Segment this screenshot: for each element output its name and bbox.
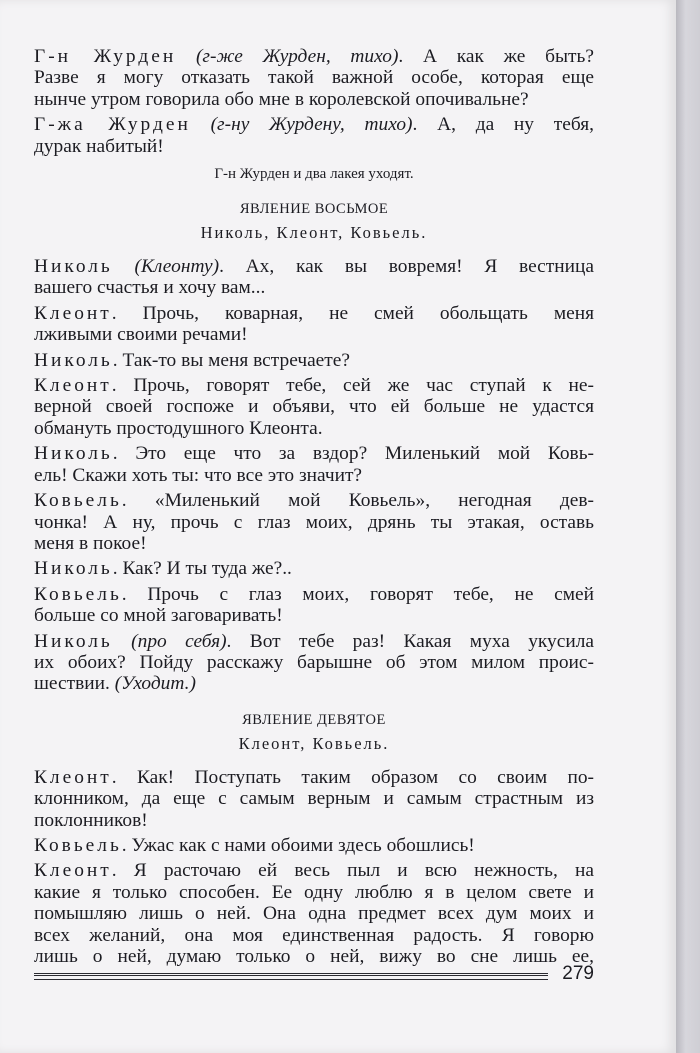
speaker-name: Николь	[34, 558, 113, 580]
line-text: больше со мной заговаривать!	[34, 605, 283, 627]
line-text: чонка! А ну, прочь с глаз моих, дрянь ты этакая, оставь	[34, 511, 594, 533]
line-text: . «Миленький мой Ковьель», негодная дев-	[121, 490, 594, 512]
line-text: шествии.	[34, 673, 115, 695]
text-line	[34, 835, 594, 856]
text-line	[34, 925, 594, 946]
scene-heading: ЯВЛЕНИЕ ВОСЬМОЕ	[239, 201, 389, 218]
page-number: 279	[562, 963, 594, 984]
speaker-name: Г-н Журден	[34, 46, 177, 67]
dialogue-paragraph	[34, 767, 594, 831]
text-line	[34, 558, 594, 579]
speaker-name: Клеонт	[34, 302, 112, 324]
line-text: . Как? И ты туда же?..	[112, 558, 292, 580]
stage-note: (г-же Журден, тихо)	[195, 46, 399, 67]
line-text: клонником, да еще с самым верным и самым страстным из	[34, 788, 594, 810]
dialogue-paragraph	[34, 46, 594, 110]
line-text: ель! Скажи хоть ты: что все это значит?	[34, 464, 363, 486]
line-text: лживыми своими речами!	[34, 324, 248, 346]
line-text: . Прочь, коварная, не смей обольщать меня	[111, 302, 594, 324]
line-text: . Прочь, говорят тебе, сей же час ступай к не-	[111, 375, 594, 397]
text-line	[34, 903, 594, 924]
line-text: какие я только способен. Ее одну люблю я в целом свете и	[34, 881, 594, 903]
dialogue-paragraph	[34, 490, 594, 554]
line-text	[176, 46, 196, 67]
text-line	[34, 277, 594, 298]
text-line	[34, 114, 594, 135]
line-text: . Так-то вы меня встречаете?	[112, 349, 350, 371]
line-text: верной своей госпоже и объяви, что ей больше не удастся	[34, 396, 594, 418]
page-text	[34, 46, 594, 971]
dialogue-paragraph	[34, 860, 594, 967]
text-line	[34, 350, 594, 371]
text-line	[34, 605, 594, 626]
text-line	[34, 256, 594, 277]
line-text: . Как! Поступать таким образом со своим по-	[111, 766, 594, 788]
speaker-name: Николь	[34, 349, 113, 371]
speaker-name: Николь	[34, 443, 113, 465]
page-edge	[676, 0, 700, 1053]
speaker-name: Николь	[34, 630, 113, 652]
text-line	[34, 303, 594, 324]
scene-characters: Клеонт, Ковьель.	[238, 733, 390, 753]
text-line	[34, 652, 594, 673]
footer-rule	[34, 973, 548, 980]
text-line	[34, 533, 594, 554]
text-line	[34, 324, 594, 345]
text-line	[34, 631, 594, 652]
speaker-name: Ковьель	[34, 490, 122, 512]
scene-characters: Николь, Клеонт, Ковьель.	[200, 223, 428, 243]
speaker-name: Клеонт	[34, 375, 112, 397]
text-line	[34, 490, 594, 511]
dialogue-paragraph	[34, 443, 594, 486]
dialogue-paragraph	[34, 631, 594, 695]
text-line	[34, 67, 594, 88]
line-text: меня в покое!	[34, 532, 147, 554]
stage-note: (про себя)	[131, 630, 227, 652]
dialogue-paragraph	[34, 256, 594, 299]
line-text	[113, 631, 131, 652]
page-footer	[34, 963, 594, 988]
speaker-name: Клеонт	[34, 766, 112, 788]
text-line	[34, 46, 594, 67]
text-line	[34, 584, 594, 605]
line-text	[191, 114, 211, 135]
text-line	[34, 512, 594, 533]
line-text: . Это еще что за вздор? Миленький мой Ковь-	[112, 443, 594, 465]
text-line	[34, 396, 594, 417]
speaker-name: Г-жа Журден	[34, 114, 191, 136]
line-text: . Вот тебе раз! Какая муха укусила	[226, 630, 594, 652]
line-text: . А, да ну тебя,	[412, 114, 594, 136]
speaker-name: Ковьель	[34, 834, 122, 856]
stage-direction: Г-н Журден и два лакея уходят.	[214, 166, 414, 183]
dialogue-paragraph	[34, 558, 594, 579]
line-text: вашего счастья и хочу вам...	[34, 277, 266, 299]
speaker-name: Ковьель	[34, 583, 122, 605]
dialogue-paragraph	[34, 584, 594, 627]
line-text: . Прочь с глаз моих, говорят тебе, не смей	[121, 583, 594, 605]
text-line	[34, 89, 594, 110]
dialogue-paragraph	[34, 835, 594, 856]
text-line	[34, 946, 594, 967]
line-text: всех желаний, она моя единственная радость. Я говорю	[34, 924, 594, 946]
line-text: нынче утром говорила обо мне в королевской опочивальне?	[34, 88, 529, 110]
stage-note: (Клеонту)	[134, 256, 220, 278]
line-text: . Ужас как с нами обоими здесь обошлись!	[121, 834, 475, 856]
text-line	[34, 443, 594, 464]
text-line	[34, 767, 594, 788]
text-line	[34, 136, 594, 157]
text-line	[34, 860, 594, 881]
line-text: дурак набитый!	[34, 135, 164, 157]
line-text: Разве я могу отказать такой важной особе, которая еще	[34, 67, 594, 89]
stage-note: (Уходит.)	[114, 673, 196, 695]
line-text: . Я расточаю ей весь пыл и всю нежность, на	[111, 860, 594, 882]
line-text: поклонников!	[34, 809, 148, 831]
text-line	[34, 882, 594, 903]
text-line	[34, 673, 594, 694]
text-line	[34, 810, 594, 831]
speaker-name: Клеонт	[34, 860, 112, 882]
line-text: . Ах, как вы вовремя! Я вестница	[219, 256, 594, 278]
text-line	[34, 375, 594, 396]
line-text: их обоих? Пойду расскажу барышне об этом милом проис-	[34, 651, 594, 673]
text-line	[34, 465, 594, 486]
line-text: обмануть простодушного Клеонта.	[34, 417, 323, 439]
dialogue-paragraph	[34, 303, 594, 346]
dialogue-paragraph	[34, 375, 594, 439]
speaker-name: Николь	[34, 256, 113, 278]
dialogue-paragraph	[34, 350, 594, 371]
stage-note: (г-ну Журдену, тихо)	[210, 114, 413, 136]
text-line	[34, 788, 594, 809]
line-text: лишь о ней, думаю только о ней, вижу во сне лишь ее,	[34, 946, 594, 967]
line-text	[113, 256, 135, 277]
line-text: . А как же быть?	[398, 46, 594, 67]
scene-heading: ЯВЛЕНИЕ ДЕВЯТОЕ	[242, 711, 386, 728]
line-text: помышляю лишь о ней. Она одна предмет всех дум моих и	[34, 903, 594, 925]
dialogue-paragraph	[34, 114, 594, 157]
text-line	[34, 418, 594, 439]
